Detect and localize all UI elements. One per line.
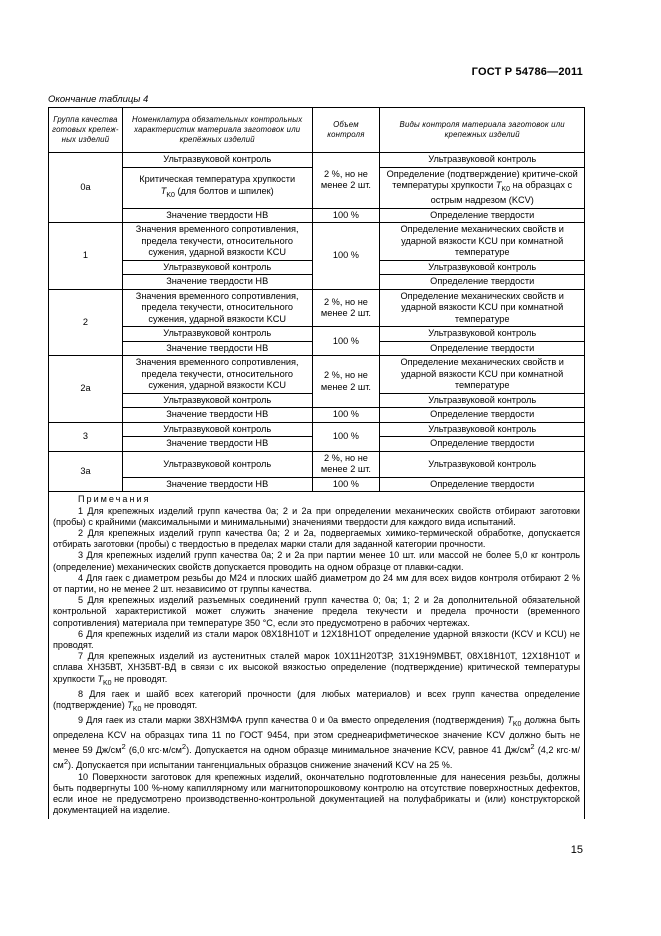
note-4: 4 Для гаек с диаметром резьбы до М24 и плоских шайб диаметром до 24 мм для всех видов контроля отбирают 2 % от партии, но не менее 2 шт. независимо от группы качества. [53, 572, 580, 594]
characteristic-cell: Ультразвуковой контроль [122, 260, 312, 275]
page-number: 15 [570, 844, 583, 856]
characteristic-cell: Ультразвуковой контроль [122, 153, 312, 168]
note-3: 3 Для крепежных изделий групп качества 0а; 2 и 2а при партии менее 10 шт. или массой не более 5,0 кг контроль (определение) механических свойств допускается проводить на одном образце от плавки-садки. [53, 550, 580, 572]
volume-cell: 2 %, но не менее 2 шт. [312, 289, 380, 327]
header-group: Группа качества готовых крепеж-ных изделий [49, 108, 123, 153]
note-6: 6 Для крепежных изделий из стали марок 08Х18Н10Т и 12Х18Н1ОТ определение ударной вязкости (KCV и KCU) не проводят. [53, 628, 580, 650]
note-9: 9 Для гаек из стали марки 38ХН3МФА групп качества 0 и 0а вместо определения (подтверждения) $T_{K0}$ должна быть определена KCV на образцах типа 11 по ГОСТ 9454, при этом среднеарифметическое значение KCV должно быть не менее 59 $Дж/см^2$ (6,0 $кгс\cdot м/см^2$). Допускается на одном образце минимальное значение KCV, равное 41 $Дж/см^2$ (4,2 $кгс\cdot м/см^2$). Допускается при испытании тангенциальных образцов снижение значений KCV на 25 %. [53, 714, 580, 771]
group-cell: 2а [49, 356, 123, 423]
control-kind-cell: Ультразвуковой контроль [380, 153, 585, 168]
volume-cell: 100 % [312, 327, 380, 356]
control-kind-cell: Ультразвуковой контроль [380, 327, 585, 342]
control-kind-cell: Определение механических свойств и ударной вязкости KCU при комнатной температуре [380, 356, 585, 394]
characteristic-cell: Значения временного сопротивления, предела текучести, относительного сужения, ударной вязкости KCU [122, 289, 312, 327]
quality-control-table [48, 107, 585, 819]
characteristic-cell: Значение твердости НВ [122, 477, 312, 492]
volume-cell: 2 %, но не менее 2 шт. [312, 153, 380, 209]
table-row [49, 477, 585, 492]
control-kind-cell: Определение механических свойств и ударной вязкости KCU при комнатной температуре [380, 289, 585, 327]
control-kind-cell: Определение твердости [380, 208, 585, 223]
note-10: 10 Поверхности заготовок для крепежных изделий, окончательно подготовленные для нанесения резьбы, должны быть подвергнуты 100 %-ному капиллярному или магнитопорошковому контролю на отсутствие поверхностных дефектов, если иное не предусмотрено производственно-контрольной документацией на полуфабрикаты и (или) конструкторской документацией на изделие. [53, 771, 580, 816]
note-1: 1 Для крепежных изделий групп качества 0а; 2 и 2а при определении механических свойств отбирают заготовки (пробы) с крайними (максимальными и минимальными) значениями твердости для каждого вида испытаний. [53, 505, 580, 527]
notes-title: Примечания [78, 494, 151, 505]
characteristic-cell: Значение твердости НВ [122, 275, 312, 290]
table-row [49, 153, 585, 168]
table-row [49, 422, 585, 437]
group-cell: 0а [49, 153, 123, 223]
note-2: 2 Для крепежных изделий групп качества 0а; 2 и 2а, подвергаемых химико-термической обработке, допускается отбирать заготовки (пробы) с твердостью в пределах марки стали для заданной категории прочности. [53, 527, 580, 550]
control-kind-cell: Ультразвуковой контроль [380, 451, 585, 477]
note-5: 5 Для крепежных изделий разъемных соединений групп качества 0; 0а; 1; 2 и 2а дополнительной обязательной контрольной характеристикой может служить значение предела текучести и предела прочности (временного сопротивления) материала при температуре 350 °С, если это предусмотрено в рабочих чертежах. [53, 595, 580, 628]
characteristic-cell: Критическая температура хрупкости $T_{K0}$ (для болтов и шпилек) [122, 167, 312, 208]
table-row [49, 451, 585, 477]
volume-cell: 100 % [312, 422, 380, 451]
header-volume: Объем контроля [312, 108, 380, 153]
control-kind-cell: Определение (подтверждение) критиче-ской температуры хрупкости $T_{K0}$ на образцах с острым надрезом (KCV) [380, 167, 585, 208]
characteristic-cell: Значение твердости НВ [122, 437, 312, 452]
volume-cell: 100 % [312, 477, 380, 492]
characteristic-cell: Значения временного сопротивления, предела текучести, относительного сужения, ударной вязкости KCU [122, 223, 312, 261]
group-cell: 1 [49, 223, 123, 290]
control-kind-cell: Определение твердости [380, 341, 585, 356]
characteristic-cell: Значение твердости НВ [122, 341, 312, 356]
control-kind-cell: Ультразвуковой контроль [380, 260, 585, 275]
table-row [49, 327, 585, 342]
volume-cell: 100 % [312, 223, 380, 290]
group-cell: 2 [49, 289, 123, 356]
volume-cell: 2 %, но не менее 2 шт. [312, 356, 380, 408]
characteristic-cell: Ультразвуковой контроль [122, 327, 312, 342]
table-row [49, 223, 585, 261]
table-row [49, 289, 585, 327]
header-characteristics: Номенклатура обязательных контрольных характеристик материала заготовок или крепёжных изделий [122, 108, 312, 153]
table-caption: Окончание таблицы 4 [48, 94, 149, 105]
notes-row [49, 492, 585, 819]
header-control-kinds: Виды контроля материала заготовок или крепежных изделий [380, 108, 585, 153]
group-cell: 3а [49, 451, 123, 492]
characteristic-cell: Ультразвуковой контроль [122, 422, 312, 437]
control-kind-cell: Определение механических свойств и ударной вязкости KCU при комнатной температуре [380, 223, 585, 261]
characteristic-cell: Ультразвуковой контроль [122, 451, 312, 477]
characteristic-cell: Значения временного сопротивления, предела текучести, относительного сужения, ударной вязкости KCU [122, 356, 312, 394]
control-kind-cell: Определение твердости [380, 408, 585, 423]
notes-cell [49, 492, 585, 819]
group-cell: 3 [49, 422, 123, 451]
control-kind-cell: Определение твердости [380, 437, 585, 452]
characteristic-cell: Значение твердости НВ [122, 208, 312, 223]
control-kind-cell: Ультразвуковой контроль [380, 393, 585, 408]
characteristic-cell: Значение твердости НВ [122, 408, 312, 423]
control-kind-cell: Определение твердости [380, 275, 585, 290]
volume-cell: 2 %, но не менее 2 шт. [312, 451, 380, 477]
control-kind-cell: Ультразвуковой контроль [380, 422, 585, 437]
table-row [49, 408, 585, 423]
volume-cell: 100 % [312, 408, 380, 423]
control-kind-cell: Определение твердости [380, 477, 585, 492]
document-header: ГОСТ Р 54786—2011 [471, 66, 583, 78]
table-header-row [49, 108, 585, 153]
table-row [49, 208, 585, 223]
note-7: 7 Для крепежных изделий из аустенитных сталей марок 10Х11Н20Т3Р, 31Х19Н9МВБТ, 08Х18Н10Т, 12Х18Н10Т и сплава ХН35ВТ, ХН35ВТ-ВД в связи с их высокой вязкостью определение (подтверждение) критической температуры хрупкости $T_{K0}$ не проводят. [53, 651, 580, 687]
volume-cell: 100 % [312, 208, 380, 223]
characteristic-cell: Ультразвуковой контроль [122, 393, 312, 408]
note-8: 8 Для гаек и шайб всех категорий прочности (для любых материалов) и всех групп качества определение (подтверждение) $T_{K0}$ не проводят. [53, 688, 580, 713]
table-row [49, 356, 585, 394]
